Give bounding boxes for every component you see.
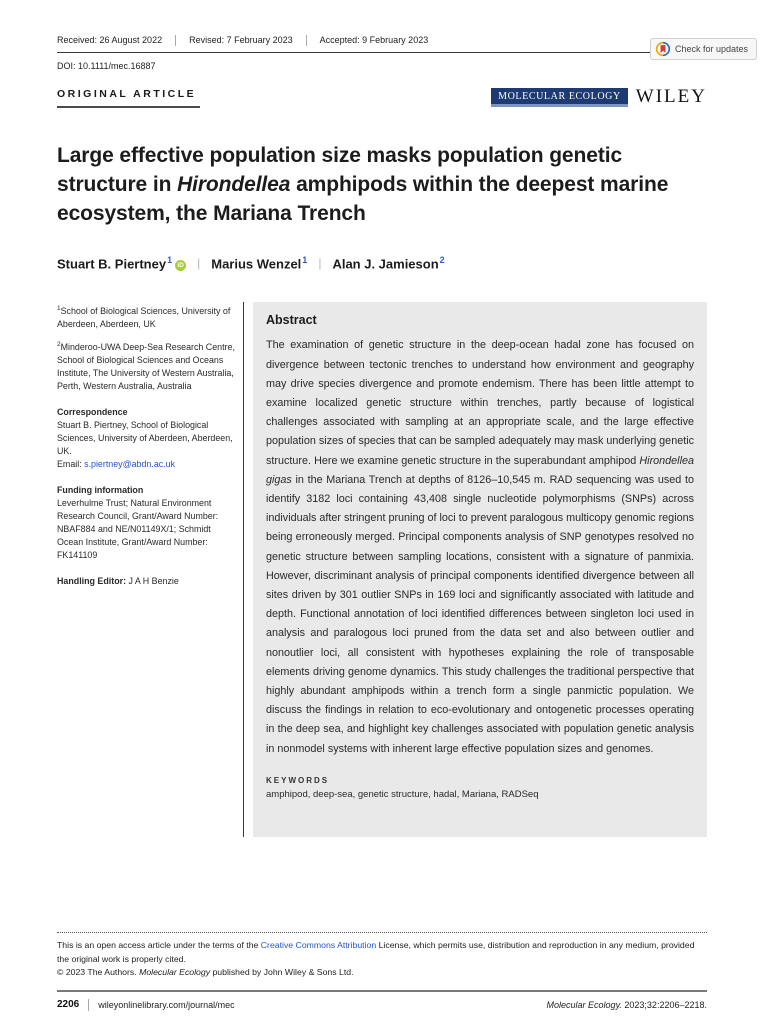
author-3-affiliation-sup: 2 [439, 255, 445, 265]
affiliation-1-sup: 1 [57, 305, 61, 313]
logos [491, 86, 707, 108]
open-access-note [57, 939, 707, 966]
affiliation-1 [57, 302, 235, 331]
affiliation-2 [57, 338, 235, 393]
correspondence-body: Stuart B. Piertney, School of Biological Sciences, University of Aberdeen, Aberdeen, UK. [57, 420, 233, 457]
author-3 [332, 255, 444, 271]
footer-rule [57, 990, 707, 992]
article-title [57, 141, 705, 228]
wiley-logo: WILEY [635, 86, 707, 107]
revised-date: Revised: 7 February 2023 [176, 35, 307, 46]
author-1 [57, 255, 186, 271]
author-2 [211, 255, 307, 271]
correspondence-email-line [57, 458, 235, 471]
handling-editor-line [57, 575, 235, 588]
author-1-name: Stuart B. Piertney [57, 256, 167, 272]
copyright-journal-italic: Molecular Ecology [139, 967, 211, 977]
keywords-heading: KEYWORDS [266, 775, 330, 785]
doi: DOI: 10.1111/mec.16887 [57, 61, 156, 71]
molecular-ecology-logo: MOLECULAR ECOLOGY [491, 88, 628, 107]
copyright-note [57, 966, 707, 980]
abstract-part2: in the Mariana Trench at depths of 8126–10,545 m. RAD sequencing was used to identify 3182 loci containing 43,408 single nucleotide polymorphisms (SNPs) across individuals after stringent pruning of loci to prevent paralogous multicopy genomic regions being erroneously merged. Principal components analysis of SNP genotypes resolved no genetic structure between sampling locations, consistent with a signature of panmixia. However, discriminant analysis of principal components identified divergence between all sites driven by 301 outlier SNPs in 169 loci and significantly associated with latitude and depth. Functional annotation of loci identified differences between singleton loci used in analysis and paralogous loci pruned from the data set and also between outlier and nonoutlier loci, all consistent with hypotheses explaining the role of transposable elements driving genome dynamics. This study challenges the traditional perspective that highly abundant amphipods within a trench form a single panmictic population. We discuss the findings in relation to eco-evolutionary and ontogenetic processes operating in the deep sea, and highlight key challenges associated with population genetic analysis in nonmodel systems with inherent large effective population sizes and genomes. [266, 473, 694, 755]
journal-url[interactable]: wileyonlinelibrary.com/journal/mec [98, 999, 235, 1010]
author-3-name: Alan J. Jamieson [332, 256, 439, 272]
orcid-icon[interactable]: iD [175, 260, 186, 271]
author-list [57, 255, 707, 271]
footer-separator [88, 999, 89, 1011]
received-date: Received: 26 August 2022 [57, 35, 176, 46]
creative-commons-link[interactable]: Creative Commons Attribution [260, 940, 377, 950]
manuscript-dates-row [57, 35, 707, 53]
check-for-updates-button[interactable] [650, 38, 757, 60]
funding-heading: Funding information [57, 485, 144, 496]
article-type-row [57, 88, 707, 108]
handling-editor-label: Handling Editor: [57, 576, 129, 587]
left-sidebar [57, 302, 243, 837]
copyright-pre: © 2023 The Authors. [57, 967, 140, 977]
abstract-species-italic: Hirondellea gigas [266, 454, 694, 486]
crossmark-icon [656, 42, 670, 56]
abstract-text [266, 336, 694, 758]
affiliation-2-sup: 2 [57, 341, 61, 349]
citation-ref [547, 1000, 707, 1010]
accepted-date: Accepted: 9 February 2023 [319, 35, 429, 45]
article-type-label: ORIGINAL ARTICLE [57, 88, 200, 108]
citation-pages: 2023;32:2206–2218. [621, 999, 707, 1010]
author-separator: | [197, 256, 201, 271]
page-number: 2206 [57, 999, 80, 1010]
footnote-dotted-rule [57, 932, 707, 933]
page-footer [57, 932, 707, 1011]
check-for-updates-label: Check for updates [674, 44, 748, 54]
affiliation-1-text: School of Biological Sciences, University of Aberdeen, Aberdeen, UK [57, 306, 231, 330]
column-divider [243, 302, 244, 837]
email-link[interactable]: s.piertney@abdn.ac.uk [84, 459, 176, 470]
title-genus-italic: Hirondellea [177, 173, 291, 196]
article-page [0, 35, 761, 1035]
abstract-part1: The examination of genetic structure in the deep-ocean hadal zone has focused on divergence between tectonic trenches to understand how environment and geography may drive species divergence and promote endemism. There has been little attempt to examine localized genetic structure within trenches, partly because of logistical challenges associated with sampling at an appropriate scale, and the large effective population sizes of species that can be sampled adequately may mask underlying genetic structure. Here we examine genetic structure in the superabundant amphipod [266, 339, 694, 467]
abstract-panel [253, 302, 707, 837]
title-part1: Large effective population size masks population genetic structure in [57, 144, 623, 196]
open-access-text-pre: This is an open access article under the terms of the [57, 940, 261, 950]
email-label: Email: [57, 459, 85, 470]
title-part2: amphipods within the deepest marine ecosystem, the Mariana Trench [57, 173, 669, 225]
author-2-affiliation-sup: 1 [302, 255, 308, 265]
footer-left [57, 999, 235, 1011]
author-1-affiliation-sup: 1 [167, 255, 173, 265]
citation-journal-italic: Molecular Ecology. [546, 999, 622, 1010]
open-access-text-post: License, which permits use, distribution and reproduction in any medium, provided the original work is properly cited. [57, 940, 695, 964]
handling-editor-name: J A H Benzie [128, 576, 179, 587]
author-separator: | [318, 256, 322, 271]
main-content [57, 302, 707, 837]
affiliation-2-text: Minderoo-UWA Deep-Sea Research Centre, School of Biological Sciences and Oceans Institute, The University of Western Australia, Perth, Western Australia, Australia [57, 342, 235, 392]
footer-row [57, 999, 707, 1011]
funding-body: Leverhulme Trust; Natural Environment Research Council, Grant/Award Number: NBAF884 and NE/N01149X/1; Schmidt Ocean Institute, Grant/Award Number: FK141109 [57, 498, 219, 561]
keywords-list: amphipod, deep-sea, genetic structure, hadal, Mariana, RADSeq [266, 788, 539, 800]
author-2-name: Marius Wenzel [211, 256, 302, 272]
copyright-post: published by John Wiley & Sons Ltd. [210, 967, 354, 977]
abstract-heading: Abstract [266, 313, 317, 328]
correspondence-heading: Correspondence [57, 407, 128, 418]
